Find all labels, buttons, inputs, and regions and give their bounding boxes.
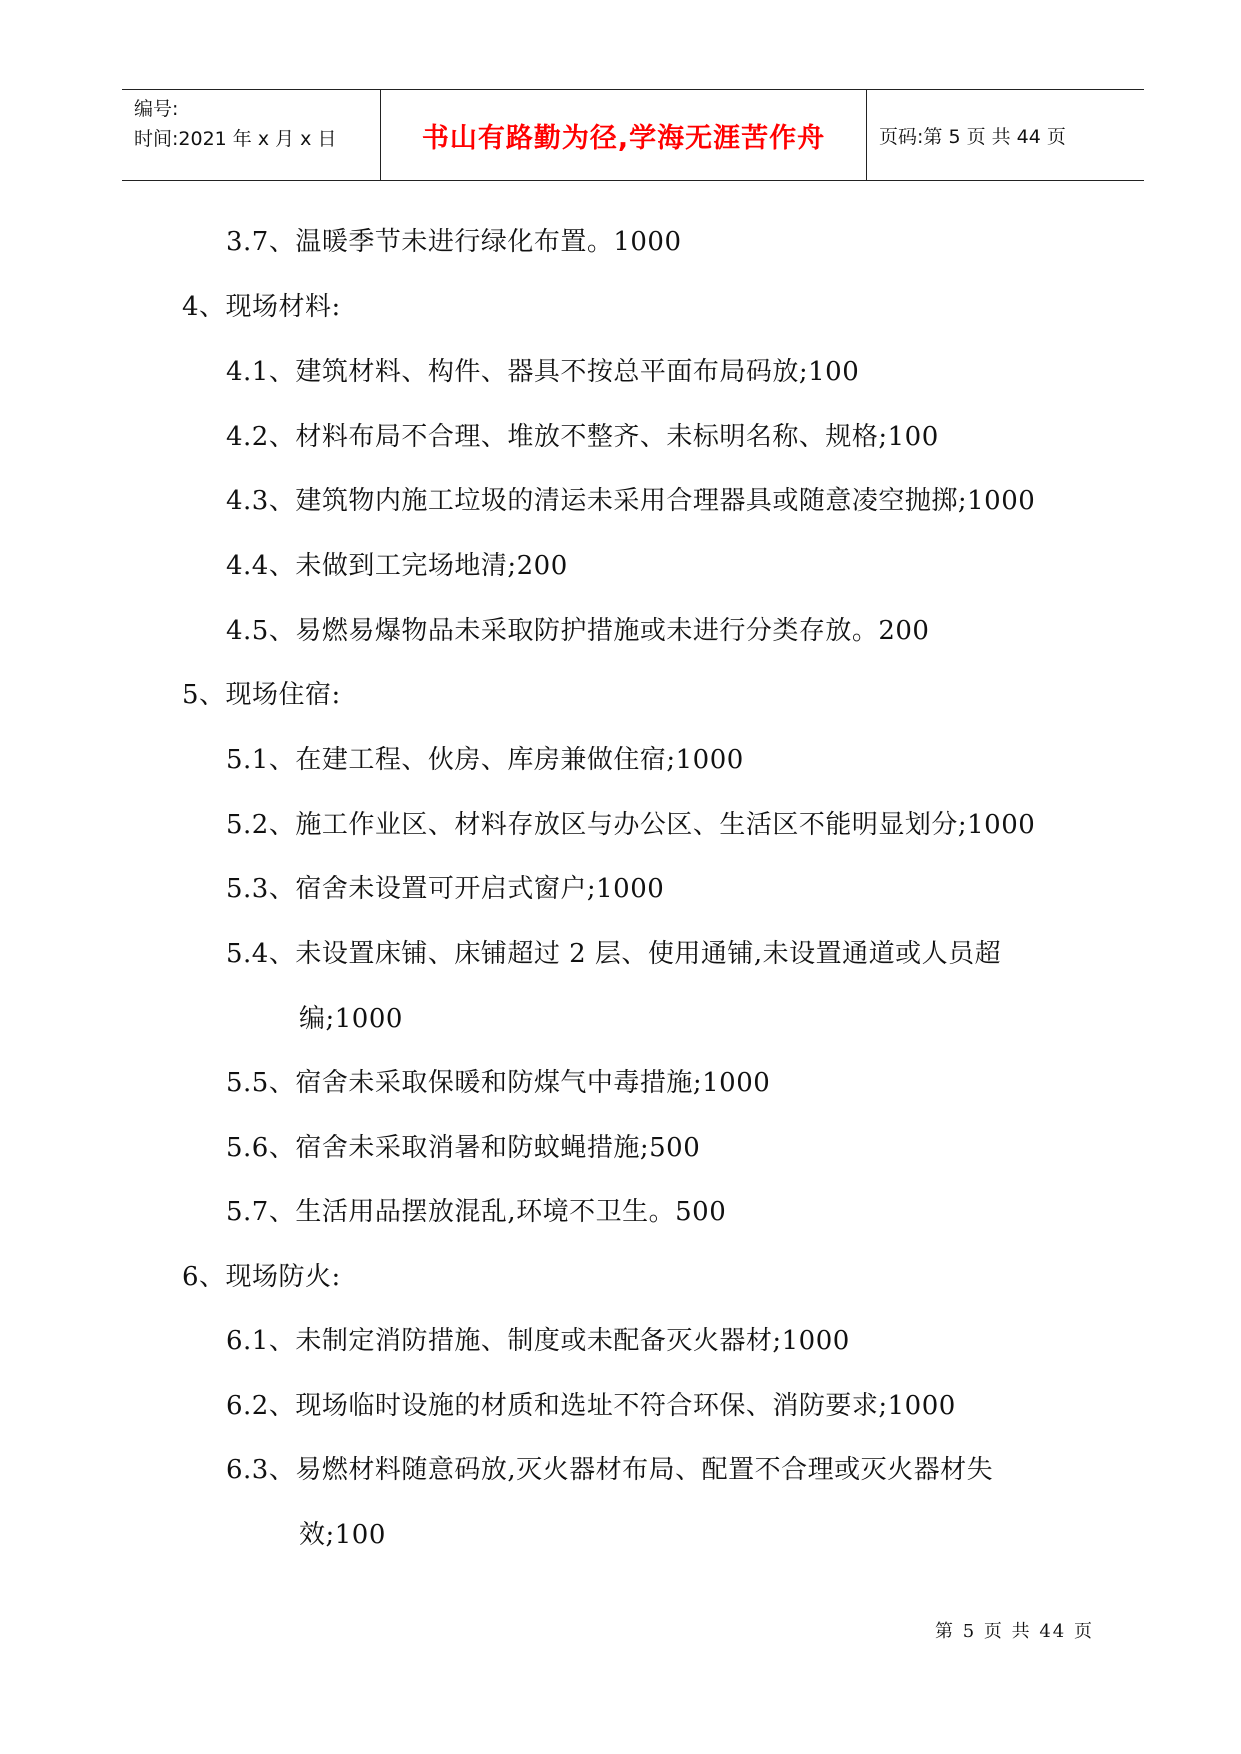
text-line: 4.5、易燃易爆物品未采取防护措施或未进行分类存放。200	[226, 616, 930, 646]
text-line: 4.2、材料布局不合理、堆放不整齐、未标明名称、规格;100	[226, 422, 939, 452]
text-line: 5.2、施工作业区、材料存放区与办公区、生活区不能明显划分;1000	[226, 810, 1036, 840]
text-line: 5.1、在建工程、伙房、库房兼做住宿;1000	[226, 745, 744, 775]
document-time-label: 时间:2021 年 x 月 x 日	[134, 128, 337, 150]
page-footer: 第 5 页 共 44 页	[935, 1621, 1094, 1642]
text-line: 6.3、易燃材料随意码放,灭火器材布局、配置不合理或灭火器材失	[226, 1455, 994, 1485]
text-line: 6.2、现场临时设施的材质和选址不符合环保、消防要求;1000	[226, 1391, 956, 1421]
text-line: 5.6、宿舍未采取消暑和防蚊蝇措施;500	[226, 1133, 701, 1163]
text-line: 4.4、未做到工完场地清;200	[226, 551, 568, 581]
text-line: 5.3、宿舍未设置可开启式窗户;1000	[226, 874, 665, 904]
section-heading: 5、现场住宿:	[182, 680, 341, 710]
text-line-continuation: 效;100	[299, 1520, 386, 1550]
text-line: 4.1、建筑材料、构件、器具不按总平面布局码放;100	[226, 357, 860, 387]
text-line: 5.5、宿舍未采取保暖和防煤气中毒措施;1000	[226, 1068, 771, 1098]
text-line: 5.4、未设置床铺、床铺超过 2 层、使用通铺,未设置通道或人员超	[226, 939, 1002, 969]
header-meta	[122, 90, 381, 180]
page-header	[122, 89, 1144, 181]
section-heading: 6、现场防火:	[182, 1262, 341, 1292]
header-page-label: 页码:第 5 页 共 44 页	[879, 125, 1066, 148]
text-line: 4.3、建筑物内施工垃圾的清运未采用合理器具或随意凌空抛掷;1000	[226, 486, 1036, 516]
text-line: 6.1、未制定消防措施、制度或未配备灭火器材;1000	[226, 1326, 850, 1356]
header-motto: 书山有路勤为径,学海无涯苦作舟	[381, 90, 867, 180]
document-number-label: 编号:	[134, 98, 179, 120]
text-line-continuation: 编;1000	[299, 1004, 403, 1034]
text-line: 5.7、生活用品摆放混乱,环境不卫生。500	[226, 1197, 727, 1227]
text-line: 3.7、温暖季节未进行绿化布置。1000	[226, 227, 682, 257]
section-heading: 4、现场材料:	[182, 292, 341, 322]
